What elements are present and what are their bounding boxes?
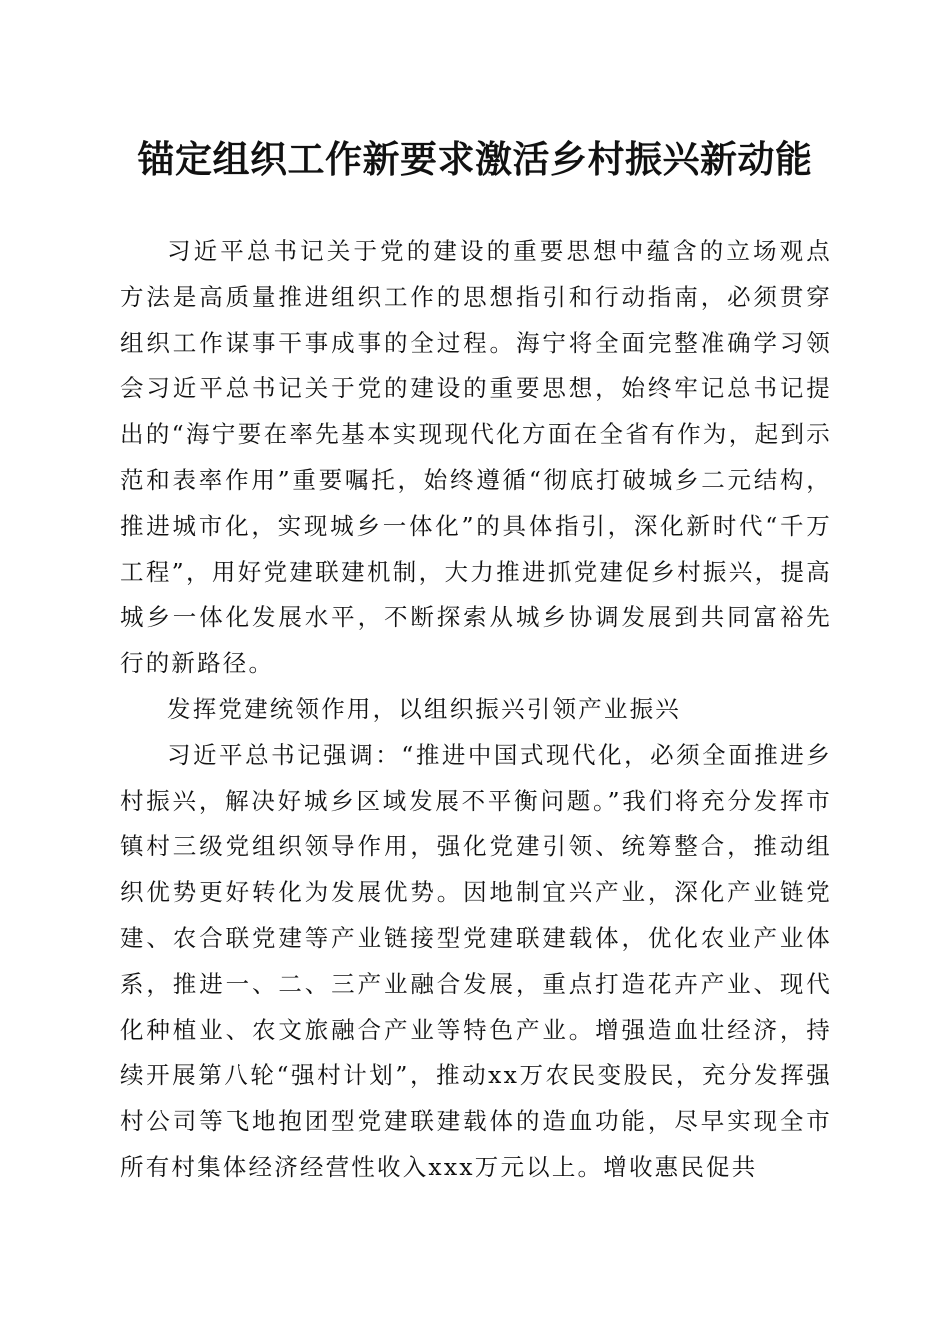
paragraph-intro: 习近平总书记关于党的建设的重要思想中蕴含的立场观点方法是高质量推进组织工作的思想指引和行动指南，必须贯穿组织工作谋事干事成事的全过程。海宁将全面完整准确学习领会习近平总书记关于党的建设的重要思想，始终牢记总书记提出的“海宁要在率先基本实现现代化方面在全省有作为，起到示范和表率作用”重要嘱托，始终遵循“彻底打破城乡二元结构，推进城市化，实现城乡一体化”的具体指引，深化新时代“千万工程”，用好党建联建机制，大力推进抓党建促乡村振兴，提高城乡一体化发展水平，不断探索从城乡协调发展到共同富裕先行的新路径。 (120, 237, 832, 678)
section-heading: 发挥党建统领作用，以组织振兴引领产业振兴 (167, 694, 681, 723)
document-title: 锚定组织工作新要求激活乡村振兴新动能 (137, 137, 813, 181)
paragraph-body: 习近平总书记强调：“推进中国式现代化，必须全面推进乡村振兴，解决好城乡区域发展不平衡问题。”我们将充分发挥市镇村三级党组织领导作用，强化党建引领、统筹整合，推动组织优势更好转化为发展优势。因地制宜兴产业，深化产业链党建、农合联党建等产业链接型党建联建载体，优化农业产业体系，推进一、二、三产业融合发展，重点打造花卉产业、现代化种植业、农文旅融合产业等特色产业。增强造血壮经济，持续开展第八轮“强村计划”，推动xx万农民变股民，充分发挥强村公司等飞地抱团型党建联建载体的造血功能，尽早实现全市所有村集体经济经营性收入xxx万元以上。增收惠民促共 (120, 740, 832, 1181)
document-body (120, 229, 832, 1191)
